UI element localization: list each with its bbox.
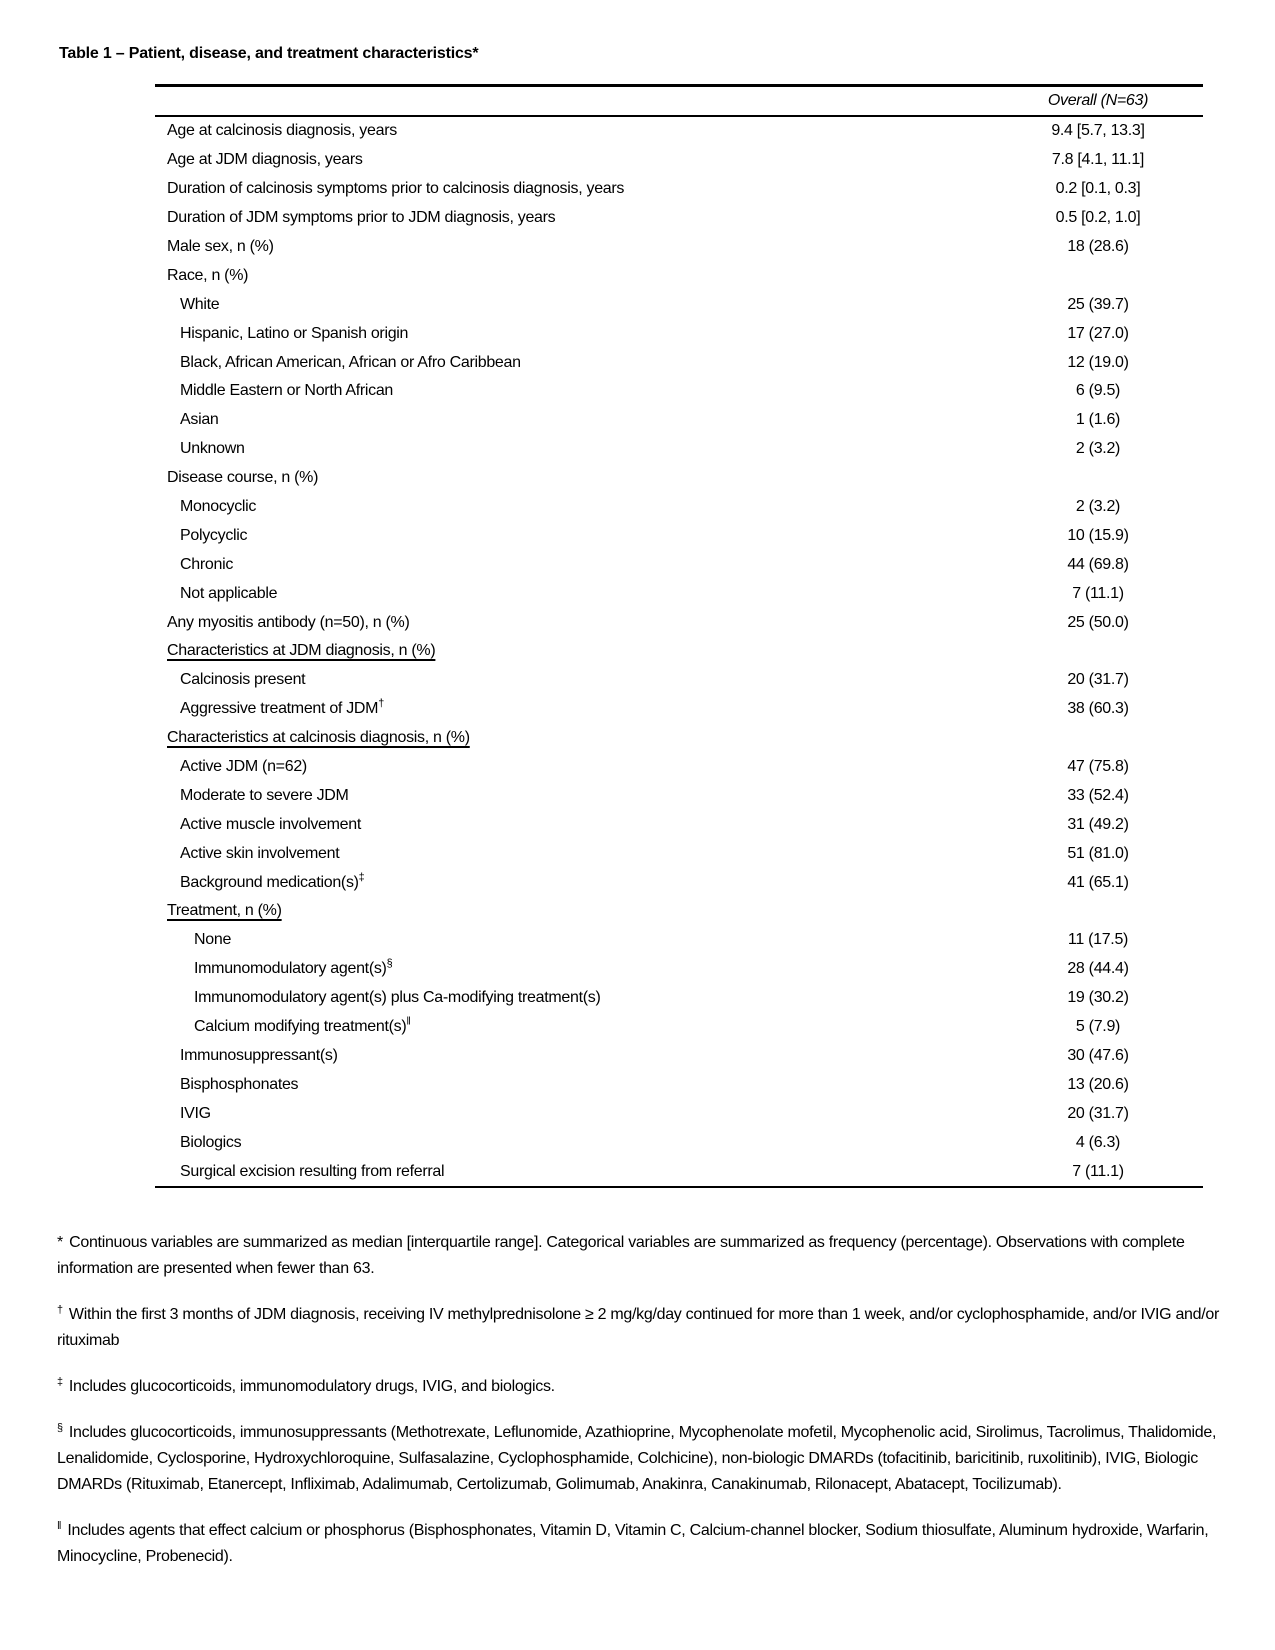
row-label (155, 1015, 993, 1036)
row-label-text: Biologics (180, 1133, 242, 1151)
footnote-marker-icon: § (386, 957, 393, 970)
row-label (155, 642, 993, 660)
row-label-text: Monocyclic (180, 498, 257, 516)
table-row (155, 435, 1203, 464)
row-label (155, 871, 993, 892)
table-row (155, 464, 1203, 493)
table-row (155, 117, 1203, 146)
row-value: 6 (9.5) (1075, 382, 1121, 400)
row-label (155, 729, 993, 747)
table-row (155, 955, 1203, 984)
table-row (155, 781, 1203, 810)
row-value: 31 (49.2) (1067, 815, 1129, 833)
table-row (155, 724, 1203, 753)
row-label-text: Any myositis antibody (n=50), n (%) (167, 613, 410, 631)
table-row (155, 637, 1203, 666)
row-label (155, 1163, 993, 1181)
row-label (155, 354, 993, 372)
row-label-text: Duration of JDM symptoms prior to JDM diagnosis, years (167, 209, 556, 227)
table-row (155, 348, 1203, 377)
table-row (155, 810, 1203, 839)
row-label (155, 787, 993, 805)
row-label (155, 382, 993, 400)
row-label (155, 845, 993, 863)
row-label (155, 122, 993, 140)
row-label (155, 697, 993, 718)
table-row (155, 897, 1203, 926)
table-row (155, 233, 1203, 262)
row-label (155, 527, 993, 545)
footnote-marker: * (57, 1234, 63, 1251)
row-label-text: Background medication(s) (180, 873, 359, 891)
row-value: 7 (11.1) (1072, 1162, 1124, 1180)
row-value: 13 (20.6) (1067, 1075, 1129, 1093)
row-label (155, 325, 993, 343)
table-row (155, 666, 1203, 695)
row-value: 5 (7.9) (1075, 1018, 1121, 1036)
table-row (155, 579, 1203, 608)
table-row (155, 261, 1203, 290)
row-label (155, 498, 993, 516)
row-value: 38 (60.3) (1067, 700, 1129, 718)
row-value: 28 (44.4) (1067, 960, 1129, 978)
row-value: 11 (17.5) (1067, 931, 1129, 949)
footnote-marker: ‖ (57, 1519, 62, 1532)
table-row (155, 493, 1203, 522)
footnote-text: Includes glucocorticoids, immunosuppressants (Methotrexate, Leflunomide, Azathioprine, Mycophenolate mofetil, Mycophenolic acid, Sirolimus, Tacrolimus, Thalidomide, Lenalidomide, Cyclosporine, Hydroxychloroquine, Sulfasalazine, Cyclophosphamide, Colchicine), non-biologic DMARDs (tofacitinib, baricitinib, ruxolitinib), IVIG, Biologic DMARDs (Rituximab, Etanercept, Infliximab, Adalimumab, Certolizumab, Golimumab, Anakinra, Canakinumab, Rilonacept, Abatacept, Tocilizumab). (57, 1424, 1217, 1493)
footnote-marker: † (57, 1303, 63, 1316)
table-row (155, 406, 1203, 435)
row-value: 18 (28.6) (1067, 238, 1129, 255)
footnote-marker-icon: ‡ (358, 871, 365, 884)
footnote (57, 1374, 1223, 1400)
row-label (155, 1134, 993, 1152)
row-label-text: IVIG (180, 1104, 211, 1122)
row-label-text: White (180, 295, 220, 313)
row-label-text: Immunosuppressant(s) (180, 1046, 338, 1064)
footnotes (57, 1230, 1223, 1590)
row-label-text: Male sex, n (%) (167, 238, 274, 255)
row-label-text: Duration of calcinosis symptoms prior to calcinosis diagnosis, years (167, 180, 625, 198)
row-value: 2 (3.2) (1075, 498, 1121, 516)
row-label-text: Aggressive treatment of JDM (180, 700, 379, 718)
row-label (155, 585, 993, 603)
row-value: 9.4 [5.7, 13.3] (1051, 122, 1145, 140)
row-label-text: Characteristics at calcinosis diagnosis, n (%) (167, 729, 470, 747)
table-row (155, 550, 1203, 579)
row-label (155, 238, 993, 256)
characteristics-table (155, 84, 1203, 1188)
row-label-text: Calcium modifying treatment(s) (194, 1018, 407, 1036)
footnote-text: Includes agents that effect calcium or phosphorus (Bisphosphonates, Vitamin D, Vitamin C, Calcium-channel blocker, Sodium thiosulfate, Aluminum hydroxide, Warfarin, Minocycline, Probenecid). (57, 1522, 1209, 1565)
table-row (155, 1099, 1203, 1128)
table-row (155, 608, 1203, 637)
row-value: 19 (30.2) (1067, 989, 1129, 1007)
table-row (155, 204, 1203, 233)
row-label-text: Moderate to severe JDM (180, 786, 349, 804)
table-row (155, 984, 1203, 1013)
footnote-marker-icon: † (378, 697, 384, 710)
row-label (155, 296, 993, 314)
row-value: 0.5 [0.2, 1.0] (1055, 209, 1141, 227)
header-overall-cell: Overall (N=63) (1047, 92, 1149, 109)
row-label-text: Active JDM (n=62) (180, 758, 307, 776)
table-caption: Table 1 – Patient, disease, and treatment characteristics* (59, 45, 479, 62)
row-value: 44 (69.8) (1067, 555, 1129, 573)
row-value: 1 (1.6) (1075, 411, 1121, 429)
row-label-text: Active muscle involvement (180, 815, 362, 833)
row-label-text: Calcinosis present (180, 671, 306, 689)
footnote (57, 1302, 1223, 1354)
row-label-text: None (194, 931, 232, 949)
row-label-text: Surgical excision resulting from referral (180, 1162, 445, 1180)
table-row (155, 753, 1203, 782)
row-label (155, 671, 993, 689)
row-label (155, 1076, 993, 1094)
row-value: 30 (47.6) (1067, 1046, 1129, 1064)
row-value: 20 (31.7) (1067, 671, 1129, 689)
row-label-text: Immunomodulatory agent(s) (194, 960, 387, 978)
row-value: 7.8 [4.1, 11.1] (1051, 151, 1145, 169)
row-label (155, 411, 993, 429)
row-label (155, 816, 993, 834)
row-value: 7 (11.1) (1072, 584, 1124, 602)
table-row (155, 1128, 1203, 1157)
table-row (155, 1157, 1203, 1186)
row-label-text: Chronic (180, 555, 234, 573)
footnote-marker: ‡ (57, 1375, 63, 1388)
row-label-text: Disease course, n (%) (167, 469, 319, 487)
row-value: 12 (19.0) (1067, 353, 1129, 371)
row-label-text: Race, n (%) (167, 266, 249, 284)
row-label-text: Black, African American, African or Afro Caribbean (180, 353, 521, 371)
footnote-text: Continuous variables are summarized as median [interquartile range]. Categorical variables are summarized as frequency (percentage). Observations with complete information are presented when fewer than 63. (57, 1234, 1185, 1277)
row-value: 10 (15.9) (1067, 526, 1129, 544)
footnote (57, 1518, 1223, 1570)
footnote-marker: § (57, 1421, 63, 1434)
row-label-text: Immunomodulatory agent(s) plus Ca-modifying treatment(s) (194, 989, 601, 1007)
row-value: 33 (52.4) (1067, 786, 1129, 804)
row-value: 20 (31.7) (1067, 1104, 1129, 1122)
row-label-text: Treatment, n (%) (167, 902, 282, 920)
row-label-text: Characteristics at JDM diagnosis, n (%) (167, 642, 436, 660)
row-value: 47 (75.8) (1067, 758, 1129, 776)
row-label-text: Polycyclic (180, 526, 248, 544)
row-label (155, 469, 993, 487)
table-row (155, 1013, 1203, 1042)
footnote-text: Includes glucocorticoids, immunomodulatory drugs, IVIG, and biologics. (68, 1378, 555, 1395)
row-label-text: Active skin involvement (180, 844, 340, 862)
row-label-text: Middle Eastern or North African (180, 382, 394, 400)
row-value: 41 (65.1) (1067, 873, 1129, 891)
table-row (155, 290, 1203, 319)
row-label-text: Age at calcinosis diagnosis, years (167, 122, 397, 140)
row-label (155, 758, 993, 776)
row-value: 51 (81.0) (1067, 844, 1129, 862)
row-label-text: Not applicable (180, 584, 278, 602)
table-row (155, 839, 1203, 868)
row-label (155, 902, 993, 920)
row-label-text: Bisphosphonates (180, 1075, 299, 1093)
row-label (155, 989, 993, 1007)
row-label-text: Hispanic, Latino or Spanish origin (180, 324, 409, 342)
row-label (155, 957, 993, 978)
row-label (155, 1047, 993, 1065)
footnote (57, 1230, 1223, 1282)
row-value: 25 (39.7) (1067, 295, 1129, 313)
row-label (155, 267, 993, 285)
footnote-marker-icon: ‖ (406, 1015, 411, 1028)
table-header-row (155, 87, 1203, 117)
table-row (155, 1042, 1203, 1071)
table-row (155, 695, 1203, 724)
table-row (155, 319, 1203, 348)
table-row (155, 175, 1203, 204)
row-value: 4 (6.3) (1075, 1133, 1121, 1151)
table-row (155, 868, 1203, 897)
row-label-text: Unknown (180, 440, 245, 458)
table-body (155, 117, 1203, 1186)
table-row (155, 146, 1203, 175)
table-row (155, 377, 1203, 406)
row-label (155, 440, 993, 458)
row-label (155, 180, 993, 198)
table-row (155, 926, 1203, 955)
table-row (155, 521, 1203, 550)
row-label (155, 209, 993, 227)
row-label (155, 556, 993, 574)
footnote (57, 1420, 1223, 1498)
row-label-text: Asian (180, 411, 219, 429)
row-label (155, 931, 993, 949)
row-label-text: Age at JDM diagnosis, years (167, 151, 363, 169)
table-row (155, 1070, 1203, 1099)
row-label (155, 614, 993, 632)
footnote-text: Within the first 3 months of JDM diagnosis, receiving IV methylprednisolone ≥ 2 mg/kg/day continued for more than 1 week, and/or cyclophosphamide, and/or IVIG and/or rituximab (57, 1306, 1220, 1349)
row-label (155, 151, 993, 169)
row-value: 25 (50.0) (1067, 613, 1129, 631)
row-value: 17 (27.0) (1067, 324, 1129, 342)
row-value: 2 (3.2) (1075, 440, 1121, 458)
row-label (155, 1105, 993, 1123)
row-value: 0.2 [0.1, 0.3] (1055, 180, 1141, 198)
